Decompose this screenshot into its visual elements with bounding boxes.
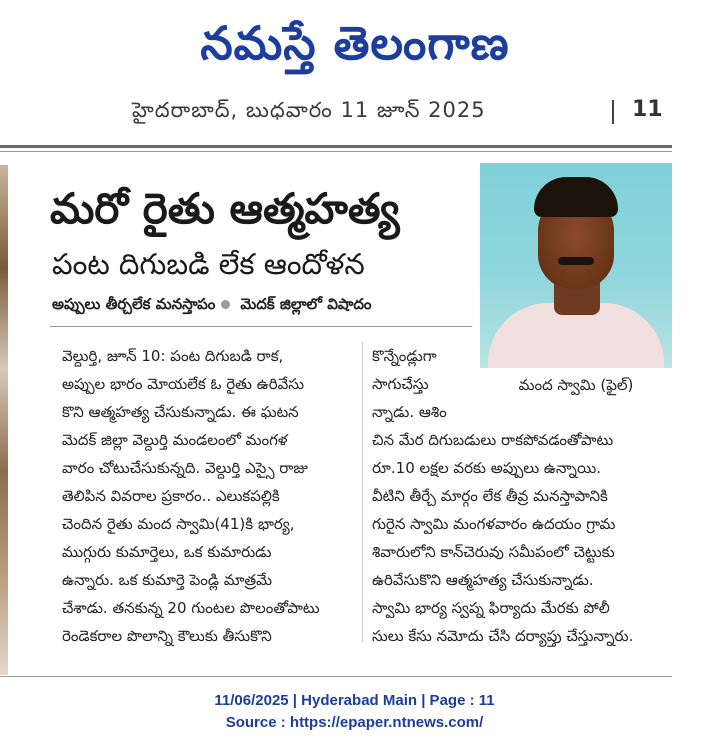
article-tagline xyxy=(52,290,472,318)
body-line: ఉన్నారు. ఒక కుమార్తె పెండ్లి మాత్రమే xyxy=(62,571,272,589)
tagline-right: మెదక్ జిల్లాలో విషాదం xyxy=(240,295,372,313)
body-line: ఉరివేసుకొని ఆత్మహత్య చేసుకున్నాడు. xyxy=(372,571,594,589)
column-divider xyxy=(362,342,363,642)
adjacent-article-photo-edge xyxy=(0,165,8,675)
header-rule-thin xyxy=(0,151,672,152)
footer-edition-info: 11/06/2025 | Hyderabad Main | Page : 11 xyxy=(214,692,495,709)
clipping-footer xyxy=(0,690,709,734)
header-rule xyxy=(0,145,672,148)
body-line: చేశాడు. తనకున్న 20 గుంటల పొలంతోపాటు xyxy=(62,599,320,617)
body-line: న్నాడు. ఆశిం xyxy=(372,403,447,421)
photo-hair xyxy=(534,177,618,217)
body-line: శివారులోని కాన్‌చెరువు సమీపంలో చెట్టుకు xyxy=(372,543,615,561)
footer-source-link[interactable]: Source : https://epaper.ntnews.com/ xyxy=(225,714,484,731)
body-line: చెందిన రైతు మంద స్వామి(41)కి భార్య, xyxy=(62,515,295,533)
body-line: సులు కేసు నమోదు చేసి దర్యాప్తు చేస్తున్నారు. xyxy=(372,627,634,645)
body-line: రూ.10 లక్షల వరకు అప్పులు ఉన్నాయి. xyxy=(372,459,602,477)
farmer-photo xyxy=(480,163,672,368)
body-line: గురైన స్వామి మంగళవారం ఉదయం గ్రామ xyxy=(372,515,616,533)
footer-rule xyxy=(0,676,672,677)
body-line: రెండెకరాల పొలాన్ని కౌలుకు తీసుకొని xyxy=(62,627,272,645)
photo-caption: మంద స్వామి (ఫైల్) xyxy=(480,368,672,402)
body-line: వెల్దుర్తి, జూన్ 10: పంట దిగుబడి రాక, xyxy=(62,347,284,365)
bullet-icon xyxy=(221,300,230,309)
body-line: వీటిని తీర్చే మార్గం లేక తీవ్ర మనస్తాపానికి xyxy=(372,487,608,505)
body-line: వారం చోటుచేసుకున్నది. వెల్దుర్తి ఎస్సై రాజు xyxy=(62,459,308,477)
body-line: చిన మేర దిగుబడులు రాకపోవడంతోపాటు xyxy=(372,431,614,449)
article-column-left xyxy=(62,342,352,650)
body-line: తెలిపిన వివరాల ప్రకారం.. ఎలుకపల్లికి xyxy=(62,487,280,505)
body-line: కొని ఆత్మహత్య చేసుకున్నాడు. ఈ ఘటన xyxy=(62,403,299,421)
body-line: మెదక్ జిల్లా వెల్దుర్తి మండలంలో మంగళ xyxy=(62,431,288,449)
body-line: స్వామి భార్య స్వప్న ఫిర్యాదు మేరకు పోలీ xyxy=(372,599,610,617)
tagline-rule xyxy=(50,326,472,327)
article-headline: మరో రైతు ఆత్మహత్య xyxy=(50,184,400,233)
photo-moustache xyxy=(558,257,594,265)
tagline-left: అప్పులు తీర్చలేక మనస్తాపం xyxy=(52,295,216,313)
page-number: 11 xyxy=(632,97,663,122)
article-column-right xyxy=(372,342,680,650)
body-line: సాగుచేస్తు xyxy=(372,375,429,393)
body-line: కొన్నేండ్లుగా xyxy=(372,347,437,365)
masthead-logo: నమస్తే తెలంగాణ xyxy=(200,16,510,70)
article-subhead: పంట దిగుబడి లేక ఆందోళన xyxy=(52,247,365,281)
dateline-divider xyxy=(612,100,614,124)
body-line: ముగ్గురు కుమార్తెలు, ఒక కుమారుడు xyxy=(62,543,272,561)
dateline: హైదరాబాద్, బుధవారం 11 జూన్ 2025 xyxy=(132,98,486,122)
body-line: అప్పుల భారం మోయలేక ఓ రైతు ఉరివేసు xyxy=(62,375,305,393)
